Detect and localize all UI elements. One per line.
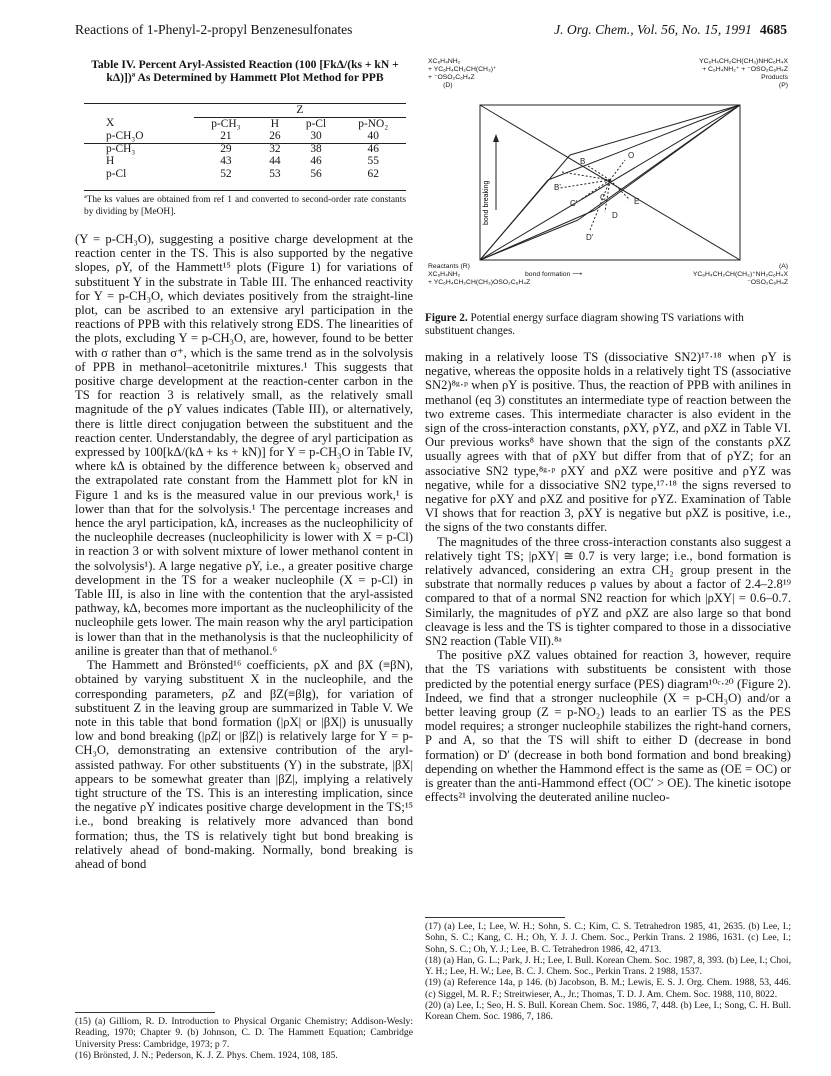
- reaction-path-line: [570, 105, 740, 155]
- footnote: (17) (a) Lee, I.; Lee, W. H.; Sohn, S. C.; Kim, C. S. Tetrahedron 1985, 41, 2635. (b) Lee, I.; Sohn, S. C.; Kang, C. H.; Oh, Y. J. J. Chem. Soc., Perkin Trans. 2 1986, 1631. (c) Lee, I.; Sohn, S. C.; Oh, Y. J.; Lee, B. C. Tetrahedron 1986, 42, 4713.: [425, 921, 791, 955]
- point-label-d: D: [612, 211, 618, 220]
- footnote: (20) (a) Lee, I.; Seo, H. S. Bull. Korean Chem. Soc. 1986, 7, 448. (b) Lee, I.; Song, C. H. Bull. Korean Chem. Soc. 1986, 7, 186.: [425, 1000, 791, 1023]
- point-label-b-prime: B': [554, 183, 561, 192]
- table-cell: 56: [310, 167, 322, 180]
- reaction-path-line: [578, 105, 740, 220]
- point-label-e: E: [634, 197, 640, 206]
- table-cell: H: [106, 155, 115, 168]
- point-label-c: C: [600, 193, 606, 202]
- figure-label-bottom-right: (A) YC₆H₄CH₂CH(CH₃)⁺NH₂C₆H₄X ⁻OSO₂C₆H₄Z: [692, 263, 788, 286]
- table-cell: 53: [269, 167, 281, 180]
- x-axis-label: bond formation ⟶: [525, 271, 582, 278]
- shift-vector: [610, 160, 625, 180]
- z-header: Z: [194, 104, 406, 117]
- column-header: X: [106, 117, 115, 130]
- table-row: [84, 130, 406, 143]
- table-cell: 62: [367, 167, 379, 180]
- y-axis-label: bond breaking: [483, 180, 490, 225]
- table-cell: 43: [220, 155, 232, 168]
- shift-vector: [590, 180, 610, 230]
- footnote: (18) (a) Han, G. L.; Park, J. H.; Lee, I. Bull. Korean Chem. Soc. 1987, 8, 393. (b) Lee, I.; Choi, Y. H.; Lee, H. W.; Lee, B. C. J. Chem. Soc., Perkin Trans. 2 1988, 1537.: [425, 954, 791, 978]
- figure-label-top-left: XC₆H₄NH₂ + YC₆H₄CH₂CH(CH₃)⁺ + ⁻OSO₂C₆H₄Z (D): [428, 58, 497, 89]
- column-header: p-NO₂: [358, 117, 389, 130]
- table-cell: 44: [269, 155, 281, 168]
- footnote: (19) (a) Reference 14a, p 146. (b) Jacobson, B. M.; Lewis, E. S. J. Org. Chem. 1988, 53, 446. (c) Siggel, M. R. F.; Streitwieser, A., Jr.; Thomas, T. D. J. Am. Chem. Soc. 1988, 110, 8022.: [425, 977, 791, 1000]
- reaction-path-line: [480, 180, 548, 260]
- table-row: [84, 155, 406, 168]
- paragraph: The positive ρXZ values obtained for reaction 3, however, require that the TS variations with substituents be consistent with those predicted by the potential energy surface (PES) diagram¹⁰ᶜ·²⁰ (Figure 2). Indeed, we find that a stronger nucleophile (X = p-CH₃O) and/or a better leaving group (Z = p-NO₂) leads to an earlier TS as the PES model requires; a stronger nucleophile stabilizes the right-hand corners, P and A, so that the TS will shift to either D (decrease in bond formation) or D′ (decrease in both bond formation and bond breaking) depending on whether the Hammond effect is the same as (OE = OC) or is greater than the anti-Hammond effect (OC′ > OE). The kinetic isotope effects²¹ involving the deuterated aniline nucleo-: [425, 648, 791, 805]
- table-row: [84, 143, 406, 156]
- running-head-journal: [554, 22, 787, 38]
- x-axis-text: bond formation: [525, 271, 571, 278]
- table-cell: 40: [367, 130, 379, 143]
- table-cell: 46: [367, 142, 379, 155]
- table-cell: 21: [220, 130, 232, 143]
- left-column-text: [75, 232, 413, 871]
- y-axis-arrowhead: [493, 134, 499, 142]
- journal-citation: J. Org. Chem., Vol. 56, No. 15, 1991: [554, 22, 752, 37]
- paragraph: The magnitudes of the three cross-interaction constants also suggest a relatively tight TS; |ρXY| ≅ 0.7 is very large; i.e., bond formation is relatively advanced, considering an extra CH₂ group present in the substrate that normally reduces ρ values by about a factor of 2.4–2.8¹⁹ compared to that of a normal SN2 reaction for which |ρXY| = 0.6–0.7. Similarly, the magnitudes of ρYZ and ρXZ are also large so that bond cleavage is less and the TS is tighter compared to those in a dissociative SN2 reaction (Table VII).⁸ᵃ: [425, 534, 791, 649]
- table-cell: p-CH₃O: [106, 130, 144, 143]
- table-footnote: ªThe ks values are obtained from ref 1 and converted to second-order rate constants by dividing by [MeOH].: [84, 195, 406, 217]
- table-cell: p-Cl: [106, 167, 127, 180]
- right-footnotes: [425, 921, 791, 1023]
- table-header-row: [84, 117, 406, 130]
- running-head-title: Reactions of 1-Phenyl-2-propyl Benzenesulfonates: [75, 22, 353, 37]
- right-column-text: [425, 350, 791, 805]
- column-header: p-CH₃: [211, 117, 241, 130]
- figure-label-top-right: YC₆H₄CH₂CH(CH₃)NHC₆H₄X + C₆H₄NH₂⁺ + ⁻OSO₂C₆H₄Z Products (P): [699, 58, 788, 89]
- page-number: 4685: [759, 22, 787, 37]
- table-cell: 32: [269, 142, 281, 155]
- paragraph: making in a relatively loose TS (dissociative SN2)¹⁷·¹⁸ when ρY is negative, whereas the opposite holds in a relatively tight TS (associative SN2)⁸ᵍ·ᵖ when ρY is positive. Thus, the reaction of PPB with anilines in methanol (eq 3) constitutes an intermediate type of reaction between the two extreme cases. This intermediate character is also evident in the sign of the cross-interaction constants, ρXY, ρYZ, and ρXZ in Table VI. Our previous works⁸ have shown that the sign of the constants ρXZ usually agrees with that of ρXY but differ from that of ρYZ; for an associative SN2 type,⁸ᵍ·ᵖ ρXY and ρXZ were positive and ρYZ was negative, while for a dissociative SN2 type,¹⁷·¹⁸ the signs reversed to negative for ρXY and ρXZ and positive for ρYZ. Examination of Table VI shows that for reaction 3, ρXY is negative but ρXZ is positive, i.e., the signs of the two constants differ.: [425, 350, 791, 535]
- footnote: (15) (a) Gilliom, R. D. Introduction to Physical Organic Chemistry; Addison-Wesly: Reading, 1970; Chapter 9. (b) Johnson, C. D. The Hammett Equation; Cambridge University Press: Cambridge, 1973; p 7.: [75, 1016, 413, 1050]
- column-header: H: [270, 117, 279, 130]
- footnote: (16) Brönsted, J. N.; Pederson, K. J. Z. Phys. Chem. 1924, 108, 185.: [75, 1049, 338, 1061]
- table-cell: 26: [269, 130, 281, 143]
- point-label-b: B: [580, 157, 586, 166]
- table-cell: 29: [220, 142, 232, 155]
- table-iv-title: Table IV. Percent Aryl-Assisted Reaction (100 [FkΔ/(ks + kN + kΔ)])ª As Determined by Hammett Plot Method for PPB: [91, 58, 399, 84]
- caption-label: Figure 2.: [425, 312, 468, 324]
- figure-label-bottom-left: Reactants (R) XC₆H₄NH₂ + YC₆H₄CH₂CH(CH₃)OSO₂C₆H₄Z: [428, 263, 531, 286]
- point-label-c-prime: C': [570, 199, 578, 208]
- left-footnotes: [75, 1016, 413, 1061]
- paragraph: (Y = p-CH₃O), suggesting a positive charge development at the reaction center in the TS. This is also supported by the negative slopes, ρY, of the Hammett¹⁵ plots (Figure 1) for variations of substituent Y in the substrate in Table III. The enhanced reactivity for Y = p-CH₃O, which deviates positively from the straight-line plot, can be ascribed to an extensive aryl participation in the reactions of PPB with this relatively strong EDS. The linearities of the plots, excluding Y = p-CH₃O, are, however, found to be better with σ rather than σ⁺, which is the same trend as in the solvolysis of PPB in methanol–acetonitrile mixtures.¹ This suggests that positive charge development at the reaction-center carbon in the TS for reaction 3 is relatively small, as the relatively small magnitude of the ρY values indicates (Table III), or alternatively, there is little direct conjugation between the substituent and the reaction center. Understandably, the degree of aryl participation as expressed by 100[kΔ/(kΔ + ks + kN)] for Y = p-CH₃O in Table IV, where kΔ is obtained by the difference between k₂ observed and the extrapolated rate constant from the Hammett plot for kN in Figure 1 and ks is the measured value in our previous work,¹ is lower than that for the solvolysis.¹ The percentage increases and hence the aryl participation, kΔ, increases as the nucleophilicity of the nucleophile decreases (nucleophilicity is lower with X = p-Cl) in reaction 3 or with solvent mixture of lower methanol content in the solvolysis¹). A large negative ρY, i.e., a greater positive charge development in the TS for a weaker nucleophile (X = p-Cl) in Table III, is also in line with the contention that the aryl-assisted pathway, kΔ, becomes more important as the nucleophilicity of the nucleophile gets lower. The main reason why the aryl participation is lower than that in the methanolysis is that the nucleophilicity of aniline is greater than that of methanol.⁶: [75, 232, 413, 658]
- figure-caption: [425, 312, 791, 338]
- reaction-path-line: [548, 105, 740, 180]
- paragraph: The Hammett and Brönsted¹⁶ coefficients, ρX and βX (≡βN), obtained by varying substituent X in the nucleophile, and the corresponding parameters, ρZ and βZ(≡βlg), for variation of substituent Z in the leaving group are summarized in Table V. We note in this table that bond formation (|ρX| or |βX|) is unusually low and bond breaking (|ρZ| or |βZ|) is relatively large for Y = p-CH₃O, demonstrating an extensive contribution of the aryl-assisted pathway. For other substituents (Y) in the substrate, |βX| appears to be somewhat greater than |βZ|, implying a relatively tight structure of the TS. This is an interesting implication, since the negative ρY indicates positive charge development in the TS;¹⁵ i.e., bond breaking is relatively more advanced than bond formation; thus, the TS is relatively tight but bond breaking is relatively ahead of bond-making. Normally, bond breaking is ahead of bond: [75, 658, 413, 871]
- table-cell: 30: [310, 130, 322, 143]
- reaction-path-line: [480, 220, 578, 260]
- table-cell: 55: [367, 155, 379, 168]
- point-label-o: O: [628, 151, 635, 160]
- table-cell: 46: [310, 155, 322, 168]
- pes-diagram: [430, 100, 790, 270]
- footnote-rule: [425, 917, 565, 918]
- table-cell: 38: [310, 142, 322, 155]
- point-label-d-prime: D': [586, 233, 594, 242]
- table-cell: 52: [220, 167, 232, 180]
- table-header-rule: [84, 143, 406, 144]
- footnote-rule: [75, 1012, 215, 1013]
- caption-text: Potential energy surface diagram showing TS variations with substituent changes.: [425, 312, 744, 337]
- table-row: [84, 168, 406, 181]
- table-bottom-rule: [84, 190, 406, 191]
- column-header: p-Cl: [305, 117, 327, 130]
- table-cell: p-CH₃: [106, 142, 136, 155]
